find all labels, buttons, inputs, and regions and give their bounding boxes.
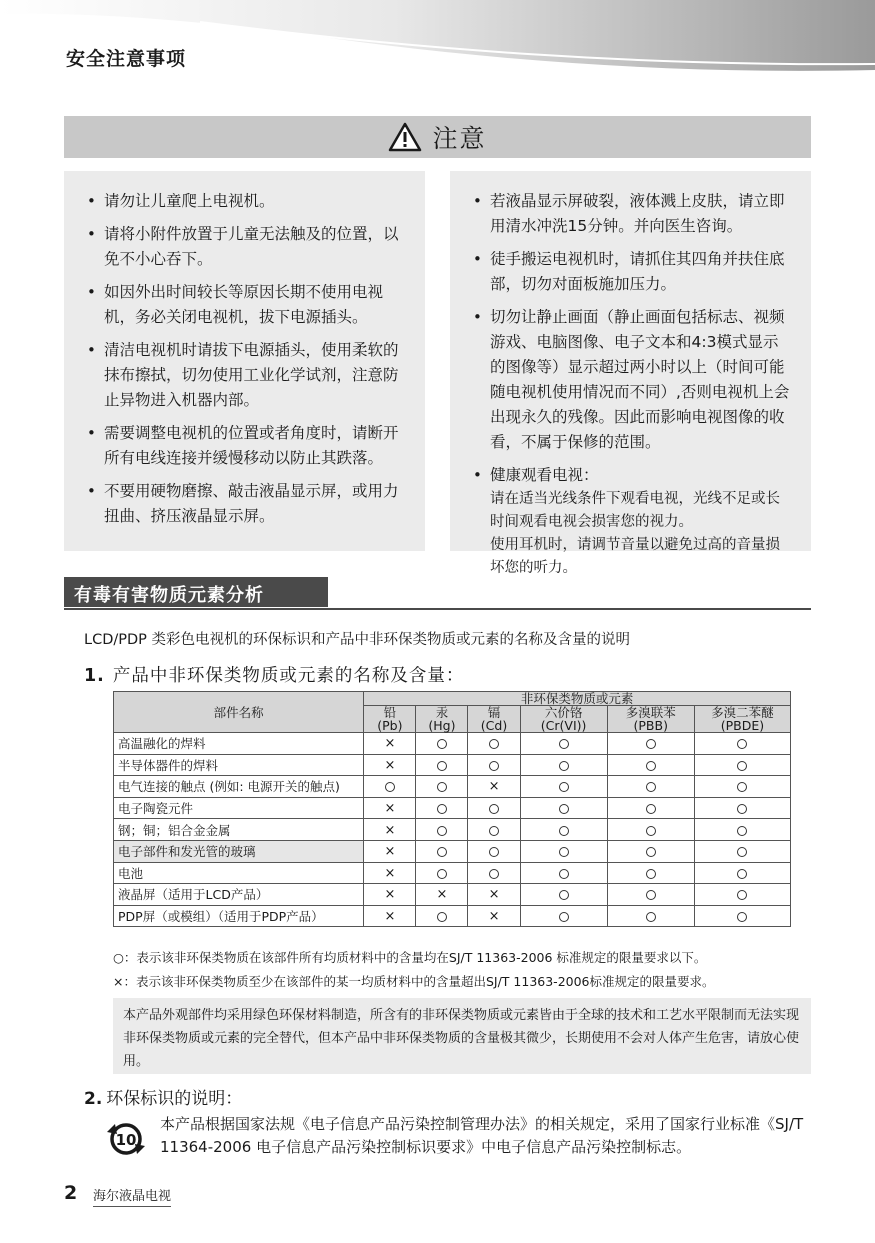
exceeds-cross-icon bbox=[364, 797, 416, 819]
cross-icon: × bbox=[384, 757, 396, 773]
health-text-1: 请在适当光线条件下观看电视，光线不足或长时间观看电视会损害您的视力。 bbox=[490, 491, 780, 530]
circle-icon bbox=[737, 869, 747, 879]
cross-icon: × bbox=[384, 822, 396, 838]
circle-icon bbox=[437, 761, 447, 771]
circle-icon bbox=[737, 890, 747, 900]
table-row bbox=[114, 840, 791, 862]
compliant-circle-icon bbox=[416, 733, 468, 755]
part-name-cell: 电子陶瓷元件 bbox=[114, 797, 364, 819]
cross-icon: × bbox=[384, 801, 396, 817]
list-item: • 徒手搬运电视机时，请抓住其四角并扶住底部，切勿对面板施加压力。 bbox=[473, 250, 785, 293]
section-intro: LCD/PDP 类彩色电视机的环保标识和产品中非环保类物质或元素的名称及含量的说明 bbox=[84, 632, 631, 648]
circle-icon bbox=[385, 782, 395, 792]
substance-column-header: 多溴联苯 (PBB) bbox=[607, 706, 694, 733]
part-name-cell: 电池 bbox=[114, 862, 364, 884]
circle-icon bbox=[489, 826, 499, 836]
compliant-circle-icon bbox=[607, 840, 694, 862]
circle-icon bbox=[489, 869, 499, 879]
circle-icon bbox=[559, 890, 569, 900]
circle-icon bbox=[737, 826, 747, 836]
exceeds-cross-icon bbox=[364, 862, 416, 884]
circle-icon bbox=[489, 739, 499, 749]
compliant-circle-icon bbox=[520, 905, 607, 927]
compliant-circle-icon bbox=[694, 733, 790, 755]
part-name-cell: 液晶屏（适用于LCD产品） bbox=[114, 884, 364, 906]
cross-icon: × bbox=[384, 736, 396, 752]
circle-icon bbox=[646, 869, 656, 879]
circle-icon bbox=[559, 869, 569, 879]
materials-paragraph: 本产品外观部件均采用绿色环保材料制造，所含有的非环保类物质或元素皆由于全球的技术和工艺水平限制而无法实现非环保类物质或元素的完全替代，但本产品中非环保类物质的含量极其微少，长期使用不会对人体产生危害，请放心使用。 bbox=[113, 998, 811, 1074]
compliant-circle-icon bbox=[468, 754, 520, 776]
table-row bbox=[114, 733, 791, 755]
health-list-item: • 健康观看电视： 请在适当光线条件下观看电视，光线不足或长时间观看电视会损害您的视力。 使用耳机时，请调节音量以避免过高的音量损坏您的听力。 bbox=[472, 463, 793, 580]
eco-period-logo-icon bbox=[103, 1120, 149, 1158]
cross-icon: × bbox=[384, 865, 396, 881]
compliant-circle-icon bbox=[694, 840, 790, 862]
substance-group-header: 非环保类物质或元素 bbox=[364, 692, 791, 706]
list-item: • 请勿让儿童爬上电视机。 bbox=[87, 192, 275, 210]
footer-label: 海尔液晶电视 bbox=[93, 1185, 171, 1207]
substance-column-header: 多溴二苯醚 (PBDE) bbox=[694, 706, 790, 733]
circle-icon bbox=[559, 804, 569, 814]
health-text-2: 使用耳机时，请调节音量以避免过高的音量损坏您的听力。 bbox=[490, 537, 780, 576]
exceeds-cross-icon bbox=[364, 733, 416, 755]
substance-column-header: 汞 (Hg) bbox=[416, 706, 468, 733]
exceeds-cross-icon bbox=[468, 884, 520, 906]
subheading-1: 1. 产品中非环保类物质或元素的名称及含量： bbox=[84, 666, 465, 686]
list-item: • 不要用硬物磨擦、敲击液晶显示屏，或用力扭曲、挤压液晶显示屏。 bbox=[87, 482, 399, 525]
circle-icon bbox=[559, 847, 569, 857]
list-item: • 需要调整电视机的位置或者角度时，请断开所有电线连接并缓慢移动以防止其跌落。 bbox=[87, 424, 399, 467]
circle-icon bbox=[737, 912, 747, 922]
exceeds-cross-icon bbox=[364, 754, 416, 776]
compliant-circle-icon bbox=[520, 797, 607, 819]
eco-logo-number: 10 bbox=[115, 1131, 137, 1149]
compliant-circle-icon bbox=[694, 884, 790, 906]
circle-icon bbox=[437, 804, 447, 814]
exceeds-cross-icon bbox=[364, 819, 416, 841]
exceeds-cross-icon bbox=[364, 884, 416, 906]
compliant-circle-icon bbox=[520, 733, 607, 755]
cross-icon: × bbox=[384, 844, 396, 860]
circle-icon bbox=[559, 739, 569, 749]
page-title: 安全注意事项 bbox=[66, 48, 187, 70]
table-row bbox=[114, 905, 791, 927]
compliant-circle-icon bbox=[607, 862, 694, 884]
compliant-circle-icon bbox=[416, 754, 468, 776]
cross-icon: × bbox=[384, 909, 396, 925]
substance-column-header: 铅 (Pb) bbox=[364, 706, 416, 733]
exceeds-cross-icon bbox=[364, 905, 416, 927]
compliant-circle-icon bbox=[520, 754, 607, 776]
circle-icon bbox=[646, 782, 656, 792]
subheading-2: 2. 环保标识的说明： bbox=[84, 1089, 243, 1109]
cross-icon: × bbox=[384, 887, 396, 903]
circle-icon bbox=[489, 847, 499, 857]
compliant-circle-icon bbox=[520, 819, 607, 841]
compliant-circle-icon bbox=[416, 819, 468, 841]
compliant-circle-icon bbox=[468, 862, 520, 884]
circle-icon bbox=[489, 761, 499, 771]
circle-icon bbox=[437, 847, 447, 857]
compliant-circle-icon bbox=[468, 797, 520, 819]
circle-icon bbox=[646, 739, 656, 749]
eco-label-description: 本产品根据国家法规《电子信息产品污染控制管理办法》的相关规定，采用了国家行业标准《SJ/T 11364-2006 电子信息产品污染控制标识要求》中电子信息产品污染控制标志。 bbox=[160, 1115, 804, 1156]
circle-icon bbox=[737, 804, 747, 814]
list-item: • 清洁电视机时请拔下电源插头，使用柔软的抹布擦拭，切勿使用工业化学试剂，注意防止异物进入机器内部。 bbox=[87, 341, 399, 409]
compliant-circle-icon bbox=[364, 776, 416, 798]
circle-icon bbox=[437, 782, 447, 792]
compliant-circle-icon bbox=[694, 862, 790, 884]
table-row bbox=[114, 797, 791, 819]
warning-triangle-icon bbox=[388, 122, 422, 152]
compliant-circle-icon bbox=[520, 862, 607, 884]
circle-icon bbox=[737, 847, 747, 857]
compliant-circle-icon bbox=[607, 776, 694, 798]
section-divider bbox=[64, 608, 811, 610]
cross-icon: × bbox=[488, 909, 500, 925]
compliant-circle-icon bbox=[607, 797, 694, 819]
compliant-circle-icon bbox=[416, 905, 468, 927]
compliant-circle-icon bbox=[694, 905, 790, 927]
circle-icon bbox=[559, 782, 569, 792]
compliant-circle-icon bbox=[607, 884, 694, 906]
substance-column-header: 六价铬 (Cr(VI)) bbox=[520, 706, 607, 733]
table-row bbox=[114, 819, 791, 841]
list-item: • 请将小附件放置于儿童无法触及的位置，以免不小心吞下。 bbox=[87, 225, 399, 268]
compliant-circle-icon bbox=[607, 754, 694, 776]
compliant-circle-icon bbox=[607, 819, 694, 841]
compliant-circle-icon bbox=[416, 797, 468, 819]
circle-icon bbox=[646, 912, 656, 922]
circle-icon bbox=[737, 761, 747, 771]
exceeds-cross-icon bbox=[468, 905, 520, 927]
circle-icon bbox=[646, 826, 656, 836]
part-name-cell: 半导体器件的焊料 bbox=[114, 754, 364, 776]
circle-icon bbox=[437, 869, 447, 879]
exceeds-cross-icon bbox=[468, 776, 520, 798]
part-name-cell: 电气连接的触点 (例如: 电源开关的触点) bbox=[114, 776, 364, 798]
compliant-circle-icon bbox=[607, 905, 694, 927]
compliant-circle-icon bbox=[468, 819, 520, 841]
compliant-circle-icon bbox=[468, 733, 520, 755]
compliant-circle-icon bbox=[468, 840, 520, 862]
page-number: 2 bbox=[64, 1182, 78, 1204]
list-item: • 若液晶显示屏破裂，液体溅上皮肤，请立即用清水冲洗15分钟。并向医生咨询。 bbox=[473, 192, 785, 235]
circle-icon bbox=[646, 761, 656, 771]
circle-icon bbox=[559, 761, 569, 771]
caution-list-left bbox=[64, 171, 425, 551]
exceeds-cross-icon bbox=[416, 884, 468, 906]
part-name-cell: 高温融化的焊料 bbox=[114, 733, 364, 755]
table-row bbox=[114, 862, 791, 884]
compliant-circle-icon bbox=[416, 840, 468, 862]
exceeds-cross-icon bbox=[364, 840, 416, 862]
compliant-circle-icon bbox=[520, 840, 607, 862]
circle-icon bbox=[646, 804, 656, 814]
circle-icon bbox=[489, 804, 499, 814]
list-item: • 如因外出时间较长等原因长期不使用电视机，务必关闭电视机，拔下电源插头。 bbox=[87, 283, 384, 326]
circle-icon bbox=[437, 912, 447, 922]
compliant-circle-icon bbox=[694, 776, 790, 798]
caution-banner bbox=[64, 116, 811, 158]
compliant-circle-icon bbox=[416, 776, 468, 798]
part-name-cell: 电子部件和发光管的玻璃 bbox=[114, 840, 364, 862]
compliant-circle-icon bbox=[416, 862, 468, 884]
cross-legend-note: ×：表示该非环保类物质至少在该部件的某一均质材料中的含量超出SJ/T 11363-2006标准规定的限量要求。 bbox=[113, 974, 715, 989]
table-row bbox=[114, 754, 791, 776]
part-name-cell: PDP屏（或模组）（适用于PDP产品） bbox=[114, 905, 364, 927]
circle-icon bbox=[559, 912, 569, 922]
caution-list-right bbox=[450, 171, 811, 576]
compliant-circle-icon bbox=[607, 733, 694, 755]
circle-legend-note: ○：表示该非环保类物质在该部件所有均质材料中的含量均在SJ/T 11363-2006 标准规定的限量要求以下。 bbox=[113, 950, 707, 965]
circle-icon bbox=[737, 739, 747, 749]
substance-table bbox=[113, 691, 791, 927]
table-row bbox=[114, 776, 791, 798]
cross-icon: × bbox=[436, 887, 448, 903]
compliant-circle-icon bbox=[694, 819, 790, 841]
cross-icon: × bbox=[488, 887, 500, 903]
compliant-circle-icon bbox=[694, 797, 790, 819]
circle-icon bbox=[559, 826, 569, 836]
circle-icon bbox=[646, 847, 656, 857]
caution-title: 注意 bbox=[432, 124, 487, 153]
compliant-circle-icon bbox=[520, 776, 607, 798]
section-heading: 有毒有害物质元素分析 bbox=[64, 577, 328, 607]
circle-icon bbox=[737, 782, 747, 792]
compliant-circle-icon bbox=[520, 884, 607, 906]
circle-icon bbox=[646, 890, 656, 900]
circle-icon bbox=[437, 739, 447, 749]
part-name-cell: 钢；铜；铝合金金属 bbox=[114, 819, 364, 841]
compliant-circle-icon bbox=[694, 754, 790, 776]
table-row bbox=[114, 884, 791, 906]
list-item: • 切勿让静止画面（静止画面包括标志、视频游戏、电脑图像、电子文本和4:3模式显示的图像等）显示超过两小时以上（时间可能随电视机使用情况而不同）,否则电视机上会出现永久的残像。因此而影响电视图像的收看，不属于保修的范围。 bbox=[473, 308, 790, 451]
substance-column-header: 镉 (Cd) bbox=[468, 706, 520, 733]
cross-icon: × bbox=[488, 779, 500, 795]
circle-icon bbox=[437, 826, 447, 836]
part-name-header: 部件名称 bbox=[114, 692, 364, 733]
